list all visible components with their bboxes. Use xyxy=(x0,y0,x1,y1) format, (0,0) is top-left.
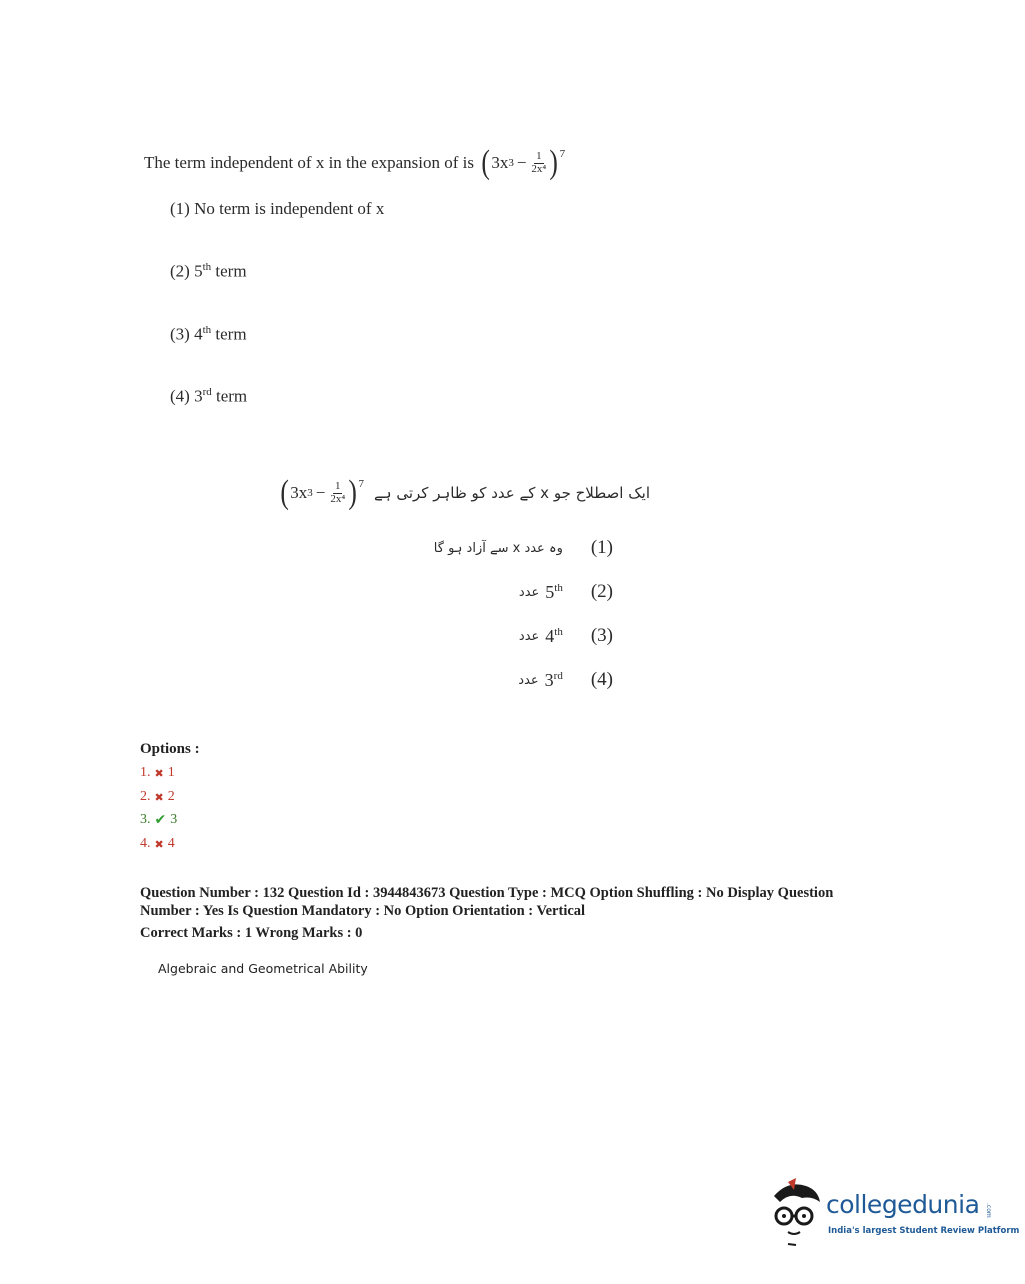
option-en-2: (2) 5th term xyxy=(170,261,247,281)
question-text-ur xyxy=(280,474,650,511)
option-ur-1: وہ عدد x سے آزاد ہو گا (1) xyxy=(433,537,613,558)
question-stem-ur: ایک اصطلاح جو x کے عدد کو ظاہر کرتی ہے xyxy=(373,484,650,502)
logo-com: .com xyxy=(985,1203,992,1218)
options-heading: Options : xyxy=(140,741,200,757)
question-expression: ( 3x 3 − $\frac{1}{\text{2x⁴}}$ ) 7 xyxy=(481,144,566,181)
expr-base: 3x xyxy=(491,153,509,172)
cross-icon: ✖ xyxy=(154,790,164,804)
cross-icon: ✖ xyxy=(154,766,164,780)
meta-line-1: Question Number : 132 Question Id : 3944843673 Question Type : MCQ Option Shuffling : No Display Question xyxy=(140,885,834,901)
expr-minus: − xyxy=(516,153,527,172)
section-label: Algebraic and Geometrical Ability xyxy=(158,961,368,976)
answer-option-3: 3. ✔ 3 xyxy=(140,812,178,828)
option-ur-4: عدد 3rd (4) xyxy=(518,669,613,690)
logo-wordmark: collegedunia xyxy=(826,1190,980,1219)
answer-option-4: 4. ✖ 4 xyxy=(140,836,175,851)
meta-line-3: Correct Marks : 1 Wrong Marks : 0 xyxy=(140,925,363,941)
meta-line-2: Number : Yes Is Question Mandatory : No Option Orientation : Vertical xyxy=(140,903,586,919)
check-icon: ✔ xyxy=(154,812,167,828)
question-text-en xyxy=(144,146,565,180)
option-en-4: (4) 3rd term xyxy=(170,386,248,406)
cross-icon: ✖ xyxy=(154,837,164,851)
option-en-1: (1) No term is independent of x xyxy=(170,199,385,218)
expr-fraction xyxy=(531,151,546,175)
logo-tagline: India's largest Student Review Platform xyxy=(828,1226,1020,1236)
option-ur-2: عدد 5th (2) xyxy=(518,581,613,602)
frac-den: 2x⁴ xyxy=(531,162,547,175)
answer-option-1: 1. ✖ 1 xyxy=(140,765,175,780)
answer-option-2: 2. ✖ 2 xyxy=(140,789,175,804)
expr-power: 7 xyxy=(559,148,566,160)
collegedunia-mascot-icon xyxy=(766,1178,826,1248)
question-expression-ur: ( 3x 3 − $\frac{1}{\text{2x⁴}}$ ) 7 xyxy=(280,474,364,511)
expr-base-exp: 3 xyxy=(508,157,514,169)
option-ur-3: عدد 4th (3) xyxy=(518,625,613,646)
frac-num: 1 xyxy=(536,149,542,162)
option-en-3: (3) 4th term xyxy=(170,324,247,344)
question-stem: The term independent of x in the expansion of is xyxy=(144,153,474,172)
